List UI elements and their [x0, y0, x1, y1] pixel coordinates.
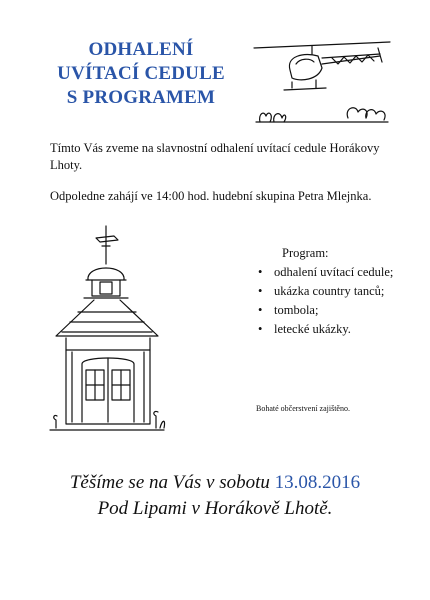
closing-message: [0, 470, 430, 522]
program-item: • tombola;: [252, 302, 402, 319]
program-section: [252, 245, 402, 338]
event-date: 13.08.2016: [274, 472, 361, 493]
refreshment-note: Bohaté občerstvení zajištěno.: [256, 404, 350, 413]
closing-line-1: [0, 470, 430, 496]
title-line-1: ODHALENÍ: [88, 39, 194, 60]
program-list: [252, 264, 402, 338]
helicopter-icon: [252, 34, 392, 124]
page-title: [46, 38, 236, 110]
program-item: • ukázka country tanců;: [252, 283, 402, 300]
intro-paragraph-1: Tímto Vás zveme na slavnostní odhalení uvítací cedule Horákovy Lhoty.: [50, 141, 380, 172]
closing-line-2: Pod Lipami v Horákově Lhotě.: [97, 498, 333, 519]
closing-line-1-prefix: Těšíme se na Vás v sobotu: [69, 472, 275, 493]
title-line-2: UVÍTACÍ CEDULE: [57, 63, 225, 84]
intro-paragraph-2: Odpoledne zahájí ve 14:00 hod. hudební skupina Petra Mlejnka.: [50, 189, 372, 203]
program-item: • letecké ukázky.: [252, 321, 402, 338]
belltower-icon: [48, 224, 166, 442]
title-line-3: S PROGRAMEM: [66, 87, 216, 108]
program-item: • odhalení uvítací cedule;: [252, 264, 402, 281]
program-heading: Program:: [282, 246, 329, 260]
